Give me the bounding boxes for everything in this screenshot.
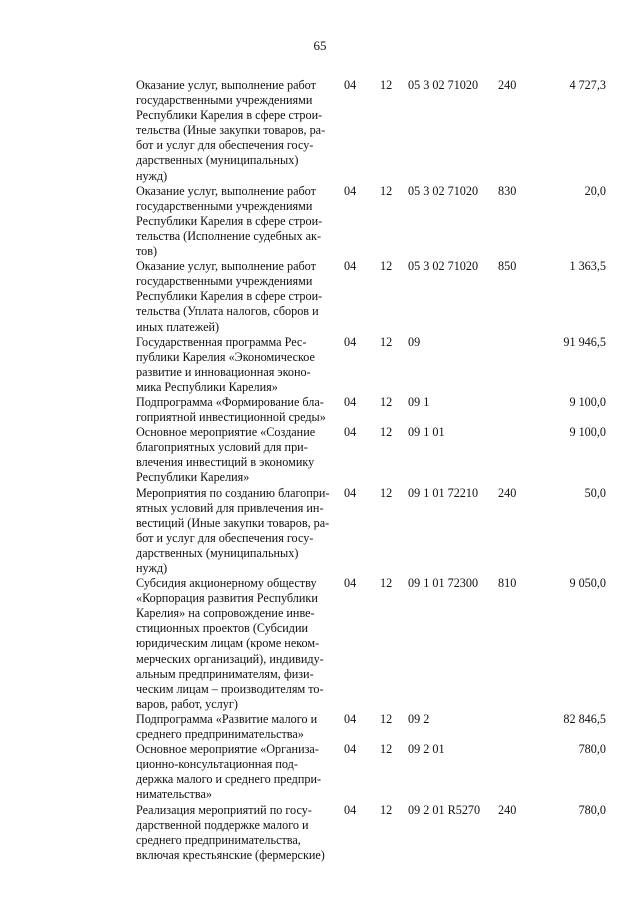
expense-type-code: 240 [498,78,517,92]
description-line: Карелия» на сопровождение инве- [136,606,315,621]
description-line: тельства (Исполнение судебных ак- [136,228,322,243]
description-line: «Корпорация развития Республики [136,591,318,606]
subsection-code: 12 [380,334,393,349]
description-line: ятных условий для привлечения ин- [136,500,324,515]
description-line: нужд) [136,168,168,183]
description-line: государственными учреждениями [136,93,313,108]
row-description [136,425,344,485]
expense-type-code: 850 [498,259,517,274]
table-row [136,576,606,712]
description-line: мерческих организаций), индивиду- [136,651,324,666]
description-line: тельства (Уплата налогов, сборов и [136,304,319,319]
description-line: дарственной поддержке малого и [136,817,309,832]
table-row [136,335,606,395]
description-line: Республики Карелия в сфере строи- [136,289,323,304]
amount: 50,0 [584,485,606,500]
description-line: включая крестьянские (фермерские) [136,847,325,862]
row-description [136,712,344,742]
row-description [136,742,344,802]
description-line: юридическим лицам (кроме неком- [136,636,320,651]
section-code: 04 [344,394,357,409]
description-line: Подпрограмма «Развитие малого и [136,711,318,726]
subsection-code: 12 [380,485,393,500]
subsection-code: 12 [380,183,393,198]
table-row [136,803,606,863]
amount: 780,0 [578,802,606,817]
subsection-code: 12 [380,425,393,440]
description-line: мика Республики Карелия» [136,379,278,394]
expense-type-code: 810 [498,576,517,591]
section-code: 04 [344,259,357,274]
amount: 1 363,5 [569,259,606,274]
section-code: 04 [344,711,357,726]
amount: 4 727,3 [569,78,606,92]
description-line: Оказание услуг, выполнение работ [136,78,316,92]
row-description [136,576,344,712]
expense-type-code [498,335,534,395]
table-row [136,425,606,485]
description-line: Республики Карелия в сфере строи- [136,213,323,228]
target-article-code: 05 3 02 71020 [408,259,479,274]
expense-type-code: 240 [498,802,517,817]
description-line: влечения инвестиций в экономику [136,455,315,470]
description-line: дарственных (муниципальных) [136,153,299,168]
target-article-code: 09 1 01 [408,425,445,440]
target-article-code: 05 3 02 71020 [408,78,479,92]
description-line: Оказание услуг, выполнение работ [136,259,316,274]
target-article-code: 09 1 01 72210 [408,485,479,500]
description-line: иных платежей) [136,319,220,334]
section-code: 04 [344,334,357,349]
description-line: тельства (Иные закупки товаров, ра- [136,123,326,138]
expense-type-code: 830 [498,183,517,198]
description-line: Оказание услуг, выполнение работ [136,183,316,198]
row-description [136,184,344,259]
subsection-code: 12 [380,742,393,757]
description-line: ционно-консультационная под- [136,757,298,772]
target-article-code: 09 [408,334,421,349]
section-code: 04 [344,485,357,500]
description-line: дарственных (муниципальных) [136,545,299,560]
section-code: 04 [344,78,357,92]
subsection-code: 12 [380,576,393,591]
row-description [136,259,344,334]
section-code: 04 [344,576,357,591]
subsection-code: 12 [380,711,393,726]
expense-type-code [498,395,534,425]
row-description [136,78,344,184]
subsection-code: 12 [380,78,393,92]
table-row [136,395,606,425]
target-article-code: 05 3 02 71020 [408,183,479,198]
description-line: среднего предпринимательства, [136,832,301,847]
target-article-code: 09 2 01 [408,742,445,757]
description-line: Государственная программа Рес- [136,334,307,349]
target-article-code: 09 1 [408,394,430,409]
subsection-code: 12 [380,394,393,409]
description-line: Субсидия акционерному обществу [136,576,317,591]
target-article-code: 09 2 [408,711,430,726]
target-article-code: 09 1 01 72300 [408,576,479,591]
description-line: Основное мероприятие «Организа- [136,742,319,757]
description-line: развитие и инновационная эконо- [136,364,311,379]
amount: 780,0 [578,742,606,757]
section-code: 04 [344,183,357,198]
amount: 20,0 [584,183,606,198]
description-line: бот и услуг для обеспечения госу- [136,138,314,153]
amount: 82 846,5 [563,711,606,726]
description-line: публики Карелия «Экономическое [136,349,315,364]
expense-type-code [498,712,534,742]
subsection-code: 12 [380,259,393,274]
description-line: гоприятной инвестиционной среды» [136,410,326,425]
row-description [136,395,344,425]
description-line: Основное мероприятие «Создание [136,425,316,440]
description-line: Республики Карелия» [136,470,250,485]
description-line: альным предпринимателям, физи- [136,666,314,681]
table-row [136,78,606,184]
amount: 91 946,5 [563,334,606,349]
description-line: варов, работ, услуг) [136,696,238,711]
description-line: благоприятных условий для при- [136,440,308,455]
description-line: Подпрограмма «Формирование бла- [136,394,324,409]
description-line: среднего предпринимательства» [136,727,304,742]
subsection-code: 12 [380,802,393,817]
description-line: нужд) [136,561,168,575]
amount: 9 100,0 [569,394,606,409]
description-line: вестиций (Иные закупки товаров, ра- [136,515,330,530]
budget-table [136,78,606,863]
description-line: Реализация мероприятий по госу- [136,802,312,817]
table-row [136,486,606,577]
row-description [136,803,344,863]
table-row [136,742,606,802]
row-description [136,335,344,395]
amount: 9 050,0 [569,576,606,591]
target-article-code: 09 2 01 R5270 [408,802,481,817]
table-row [136,712,606,742]
expense-type-code [498,425,534,485]
description-line: государственными учреждениями [136,274,313,289]
table-row [136,184,606,259]
description-line: Мероприятия по созданию благопри- [136,485,330,500]
section-code: 04 [344,742,357,757]
amount: 9 100,0 [569,425,606,440]
table-row [136,259,606,334]
description-line: ческим лицам – производителям то- [136,681,324,696]
description-line: государственными учреждениями [136,198,313,213]
page-number: 65 [313,38,327,53]
description-line: тов) [136,244,158,259]
description-line: бот и услуг для обеспечения госу- [136,530,314,545]
expense-type-code: 240 [498,485,517,500]
section-code: 04 [344,802,357,817]
description-line: стиционных проектов (Субсидии [136,621,309,636]
description-line: Республики Карелия в сфере строи- [136,108,323,123]
section-code: 04 [344,425,357,440]
row-description [136,486,344,577]
budget-table-body [136,78,606,863]
expense-type-code [498,742,534,802]
description-line: нимательства» [136,787,212,802]
description-line: держка малого и среднего предпри- [136,772,322,787]
